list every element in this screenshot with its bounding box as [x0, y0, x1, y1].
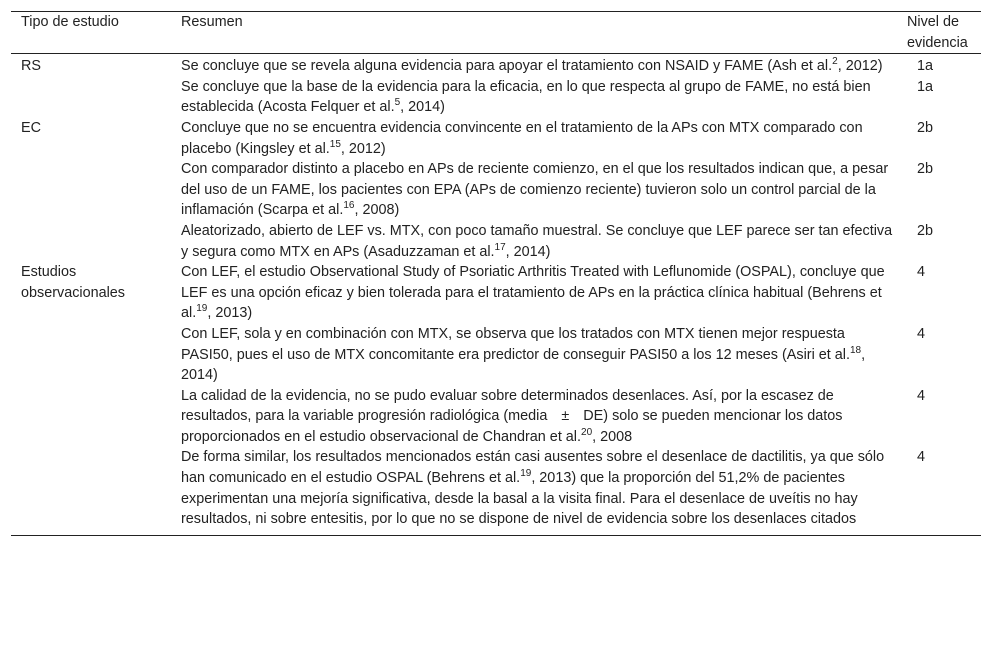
study-type-cell — [11, 221, 181, 262]
table-row — [11, 118, 981, 159]
summary-cell: La calidad de la evidencia, no se pudo evaluar sobre determinados desenlaces. Así, por la escasez de resultados, para la variable progresión radiológica (media ± DE) solo se pueden mencionar los datos proporcionados en el estudio observacional de Chandran et al.$^{20}$, 2008 — [181, 387, 843, 445]
reference-superscript: 16 — [343, 200, 355, 212]
reference-superscript: 15 — [329, 138, 341, 150]
evidence-level-cell: 4 — [917, 449, 926, 466]
evidence-level-cell: 4 — [917, 387, 926, 404]
table-row — [11, 324, 981, 386]
reference-superscript: 17 — [494, 241, 506, 253]
summary-cell: Se concluye que la base de la evidencia para la eficacia, en lo que respecta al grupo de FAME, no está bien establecida (Acosta Felquer et al.$^5$, 2014) — [181, 78, 871, 116]
reference-superscript: 20 — [581, 427, 593, 439]
table-row — [11, 386, 981, 448]
table-row — [11, 54, 981, 77]
evidence-level-cell: 1a — [917, 78, 934, 95]
summary-cell: Concluye que no se encuentra evidencia convincente en el tratamiento de la APs con MTX comparado con placebo (Kingsley et al.$^{15}$, 2012) — [181, 119, 863, 157]
study-type-cell — [11, 77, 181, 118]
reference-superscript: 18 — [849, 344, 862, 356]
table-row — [11, 447, 981, 535]
study-type-cell — [11, 324, 181, 386]
study-type-cell — [11, 447, 181, 535]
evidence-level-cell: 4 — [917, 264, 926, 281]
table-row — [11, 77, 981, 118]
study-type-cell — [11, 386, 181, 448]
reference-superscript: 19 — [196, 303, 208, 315]
table-row — [11, 221, 981, 262]
reference-superscript: 19 — [520, 468, 532, 480]
evidence-level-cell: 1a — [917, 58, 934, 75]
evidence-level-cell: 4 — [917, 325, 926, 342]
header-evidence-level: Nivel de evidencia — [895, 12, 981, 54]
summary-cell: Se concluye que se revela alguna evidencia para apoyar el tratamiento con NSAID y FAME (Ash et al.$^2$, 2012) — [181, 56, 883, 75]
summary-cell: De forma similar, los resultados mencionados están casi ausentes sobre el desenlace de dactilitis, ya que sólo han comunicado en el estudio OSPAL (Behrens et al.$^{19}$, 2013) que la proporción del 51,2% de pacientes experimentan una mejoría significativa, desde la basal a la visita final. Para el desenlace de uveítis no hay resultados, ni sobre entesitis, por lo que no se dispone de nivel de evidencia sobre los desenlaces citados — [181, 449, 885, 528]
summary-cell: Con LEF, sola y en combinación con MTX, se observa que los tratados con MTX tienen mejor respuesta PASI50, pues el uso de MTX concomitante era predictor de conseguir PASI50 a los 12 meses (Asiri et al.$^{18}$, 2014) — [181, 325, 866, 384]
summary-cell: Aleatorizado, abierto de LEF vs. MTX, con poco tamaño muestral. Se concluye que LEF parece ser tan efectiva y segura como MTX en APs (Asaduzzaman et al.$^{17}$, 2014) — [181, 222, 893, 260]
table-header-row — [11, 12, 981, 54]
reference-superscript: 5 — [394, 97, 401, 109]
table-body — [11, 54, 981, 536]
evidence-level-cell: 2b — [917, 161, 934, 178]
study-type-cell — [11, 159, 181, 221]
summary-cell: Con comparador distinto a placebo en APs de reciente comienzo, en el que los resultados indican que, a pesar del uso de un FAME, los pacientes con EPA (APs de comienzo reciente) tuvieron solo un control parcial de la inflamación (Scarpa et al.$^{16}$, 2008) — [181, 161, 889, 219]
study-type-cell: EC — [21, 119, 41, 136]
table-row — [11, 262, 981, 324]
reference-superscript: 2 — [832, 56, 838, 68]
study-type-cell: Estudios observacionales — [21, 264, 125, 301]
summary-cell: Con LEF, el estudio Observational Study of Psoriatic Arthritis Treated with Leflunomide (OSPAL), concluye que LEF es una opción eficaz y bien tolerada para el tratamiento de APs en la práctica clínica habitual (Behrens et al.$^{19}$, 2013) — [181, 264, 885, 322]
header-summary: Resumen — [181, 12, 895, 54]
study-type-cell: RS — [21, 58, 41, 75]
evidence-level-cell: 2b — [917, 119, 934, 136]
header-study-type: Tipo de estudio — [11, 12, 181, 54]
table-row — [11, 159, 981, 221]
evidence-table — [11, 11, 981, 536]
evidence-level-cell: 2b — [917, 222, 934, 239]
